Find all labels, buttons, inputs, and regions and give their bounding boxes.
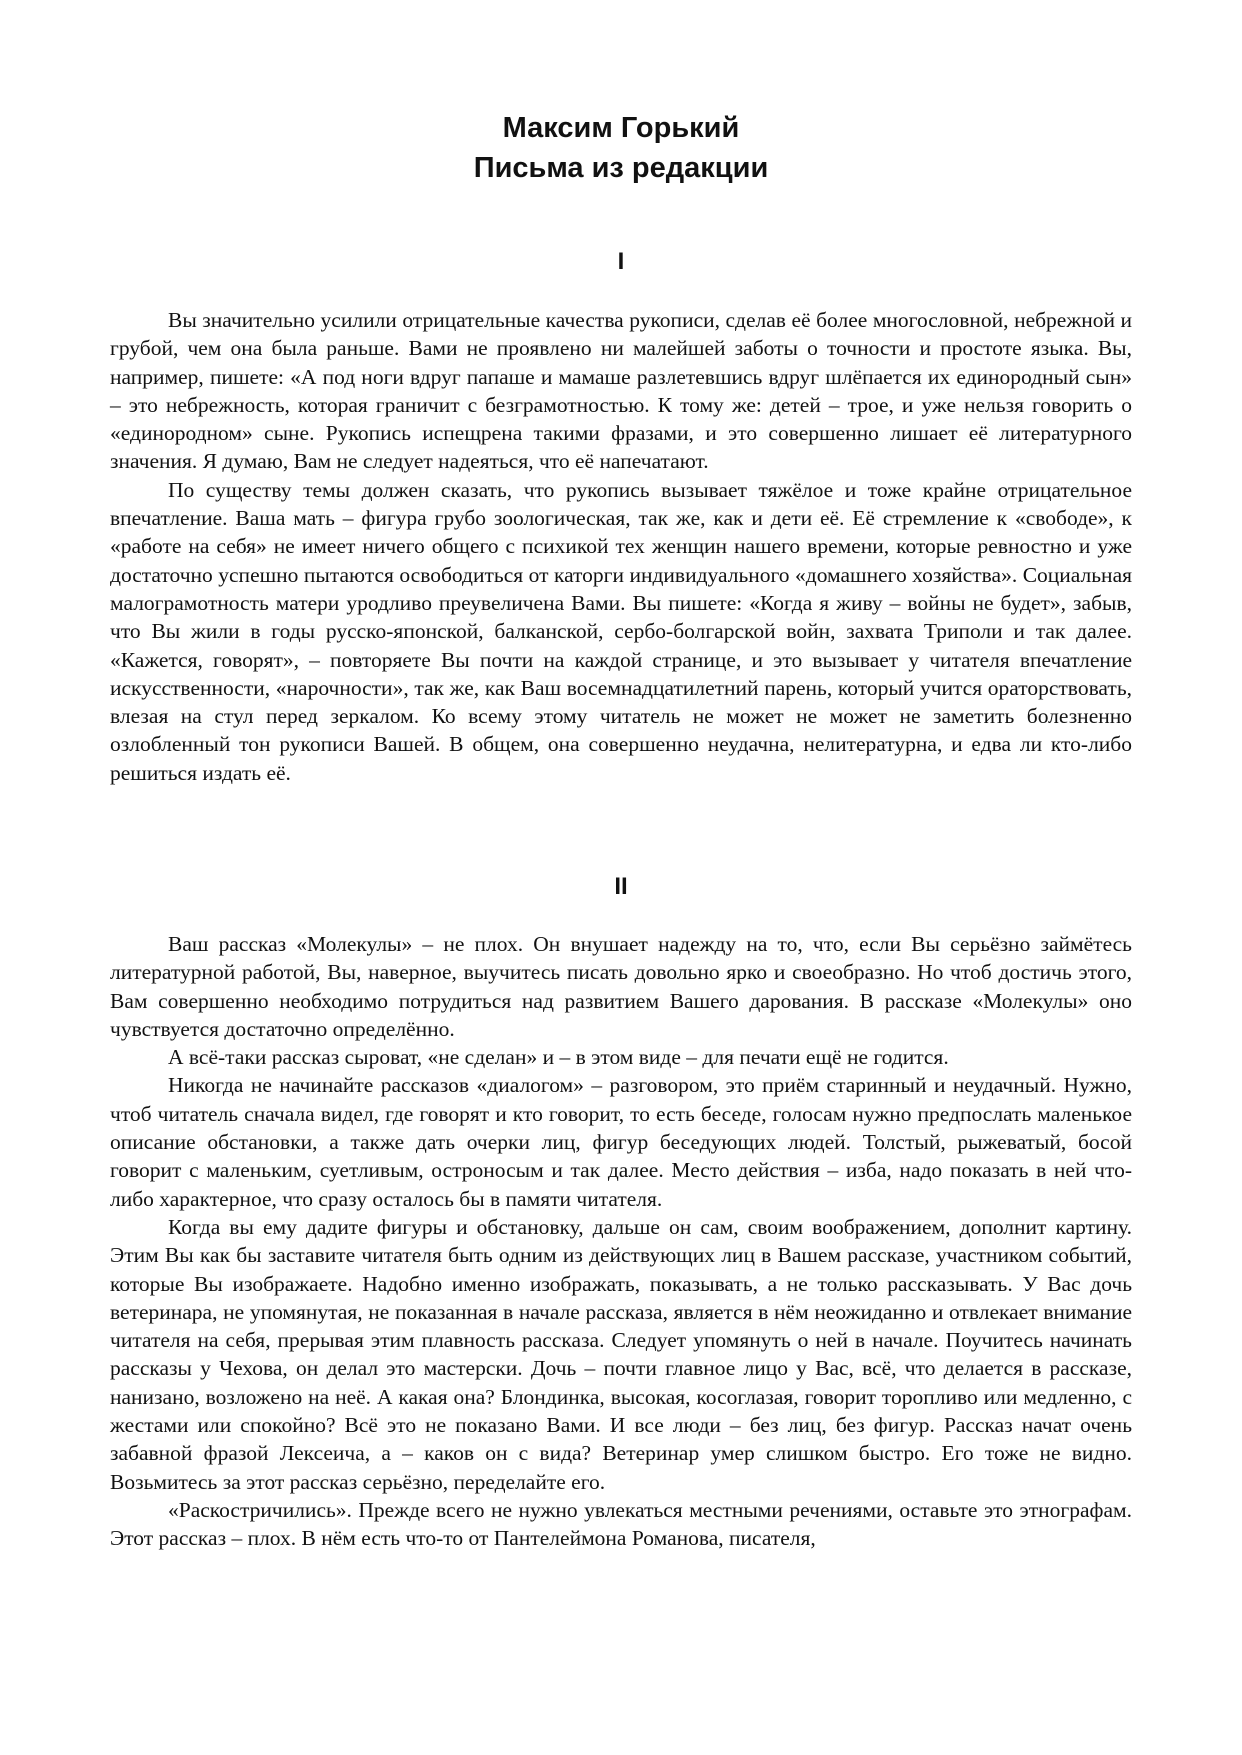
paragraph: Ваш рассказ «Молекулы» – не плох. Он внушает надежду на то, что, если Вы серьёзно займётесь литературной работой, Вы, наверное, выучитесь писать довольно ярко и своеобразно. Но чтоб достичь этого, Вам совершенно необходимо потрудиться над развитием Вашего дарования. В рассказе «Молекулы» оно чувствуется достаточно определённо.	[110, 932, 1132, 1041]
paragraph: Вы значительно усилили отрицательные качества рукописи, сделав её более многословной, небрежной и грубой, чем она была раньше. Вами не проявлено ни малейшей заботы о точности и простоте языка. Вы, например, пишете: «А под ноги вдруг папаше и мамаше разлетевшись вдруг шлёпается их единородный сын» – это небрежность, которая граничит с безграмотностью. К тому же: детей – трое, и уже нельзя говорить о «единородном» сыне. Рукопись испещрена такими фразами, и это совершенно лишает её литературного значения. Я думаю, Вам не следует надеяться, что её напечатают.	[110, 308, 1132, 474]
paragraph: Никогда не начинайте рассказов «диалогом» – разговором, это приём старинный и неудачный. Нужно, чтоб читатель сначала видел, где говорят и кто говорит, то есть беседе, голосам нужно предпослать маленькое описание обстановки, а также дать очерки лиц, фигур беседующих людей. Толстый, рыжеватый, босой говорит с маленьким, суетливым, остроносым и так далее. Место действия – изба, надо показать в ней что-либо характерное, что сразу осталось бы в памяти читателя.	[110, 1073, 1132, 1211]
section-heading-2: II	[614, 873, 628, 900]
section-1-body	[110, 306, 1132, 787]
paragraph: Когда вы ему дадите фигуры и обстановку, дальше он сам, своим воображением, дополнит картину. Этим Вы как бы заставите читателя быть одним из действующих лиц в Вашем рассказе, участником событий, которые Вы изображаете. Надобно именно изображать, показывать, а не только рассказывать. У Вас дочь ветеринара, не упомянутая, не показанная в начале рассказа, является в нём неожиданно и отвлекает внимание читателя на себя, прерывая этим плавность рассказа. Следует упомянуть о ней в начале. Поучитесь начинать рассказы у Чехова, он делал это мастерски. Дочь – почти главное лицо у Вас, всё, что делается в рассказе, нанизано, возложено на неё. А какая она? Блондинка, высокая, косоглазая, говорит торопливо или медленно, с жестами или спокойно? Всё это не показано Вами. И все люди – без лиц, без фигур. Рассказ начат очень забавной фразой Лексеича, а – каков он с вида? Ветеринар умер слишком быстро. Его тоже не видно. Возьмитесь за этот рассказ серьёзно, переделайте его.	[110, 1214, 1132, 1494]
section-heading-1: I	[617, 248, 625, 275]
paragraph: По существу темы должен сказать, что рукопись вызывает тяжёлое и тоже крайне отрицательное впечатление. Ваша мать – фигура грубо зоологическая, так же, как и дети её. Её стремление к «свободе», к «работе на себя» не имеет ничего общего с психикой тех женщин нашего времени, которые ревностно и уже достаточно успешно пытаются освободиться от каторги индивидуального «домашнего хозяйства». Социальная малограмотность матери уродливо преувеличена Вами. Вы пишете: «Когда я живу – войны не будет», забыв, что Вы жили в годы русско-японской, балканской, сербо-болгарской войн, захвата Триполи и так далее. «Кажется, говорят», – повторяете Вы почти на каждой странице, и это вызывает у читателя впечатление искусственности, «нарочности», так же, как Ваш восемнадцатилетний парень, который учится ораторствовать, влезая на стул перед зеркалом. Ко всему этому читатель не может не может не заметить болезненно озлобленный тон рукописи Вашей. В общем, она совершенно неудачна, нелитературна, и едва ли кто-либо решиться издать её.	[110, 477, 1132, 785]
author-name: Максим Горький	[502, 112, 740, 144]
paragraph: «Раскостричились». Прежде всего не нужно увлекаться местными речениями, оставьте это этнографам. Этот рассказ – плох. В нём есть что-то от Пантелеймона Романова, писателя,	[110, 1497, 1132, 1551]
section-2-body	[110, 930, 1132, 1553]
paragraph: А всё-таки рассказ сыроват, «не сделан» и – в этом виде – для печати ещё не годится.	[168, 1045, 949, 1070]
document-title: Письма из редакции	[473, 152, 769, 184]
